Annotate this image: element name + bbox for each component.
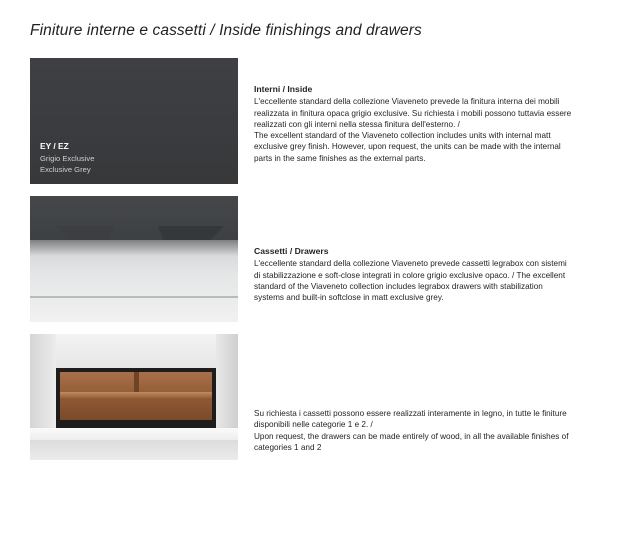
wood-interior-shelf xyxy=(60,392,212,398)
section-wood-note xyxy=(254,408,574,453)
wood-wall-top xyxy=(30,334,238,368)
section-drawers xyxy=(254,246,574,303)
wood-drawer-image xyxy=(30,334,238,460)
section-wood-note-body-it: Su richiesta i cassetti possono essere realizzati interamente in legno, in tutte le finiture disponibili nelle categorie 1 e 2. / xyxy=(254,409,567,430)
section-inside-body-en: The excellent standard of the Viaveneto collection includes units with internal matt exclusive grey finish. However, upon request, the units can be made with the internal parts in the same finishes as the external parts. xyxy=(254,131,561,163)
section-inside xyxy=(254,84,574,164)
section-wood-note-body-en: Upon request, the drawers can be made entirely of wood, in all the available finishes of categories 1 and 2 xyxy=(254,431,569,452)
wood-right-edge xyxy=(216,334,238,430)
page-title: Finiture interne e cassetti / Inside finishings and drawers xyxy=(30,22,422,39)
drawer-shadow-band xyxy=(30,240,238,256)
section-inside-body-it: L'eccellente standard della collezione Viaveneto prevede la finitura interna dei mobili realizzata in finitura opaca grigio exclusive. Su richiesta i mobili possono tuttavia essere realizzati con gli interni nella stessa finitura dell'esterno. / xyxy=(254,97,572,129)
wood-left-edge xyxy=(30,334,56,430)
section-drawers-heading: Cassetti / Drawers xyxy=(254,246,329,256)
section-drawers-body-it: L'eccellente standard della collezione Viaveneto prevede cassetti legrabox con sistemi di stabilizzazione e soft-close integrati in colore grigio exclusive opaco. / The excellent standard of the Viaveneto collection includes legrabox drawers with stabilization systems and built-in softclose in matt exclusive grey. xyxy=(254,259,567,303)
swatch-code: EY / EZ xyxy=(40,141,69,152)
swatch-name-it: Grigio Exclusive xyxy=(40,154,95,164)
drawer-detail-image xyxy=(30,196,238,322)
grey-swatch-image xyxy=(30,58,238,184)
swatch-name-en: Exclusive Grey xyxy=(40,164,91,174)
wood-interior-divider xyxy=(134,372,139,394)
section-inside-heading: Interni / Inside xyxy=(254,84,313,94)
drawer-countertop-edge xyxy=(30,296,238,298)
wood-drawer-front-panel xyxy=(30,428,238,440)
swatch-label xyxy=(40,141,94,175)
wood-countertop xyxy=(30,440,238,460)
